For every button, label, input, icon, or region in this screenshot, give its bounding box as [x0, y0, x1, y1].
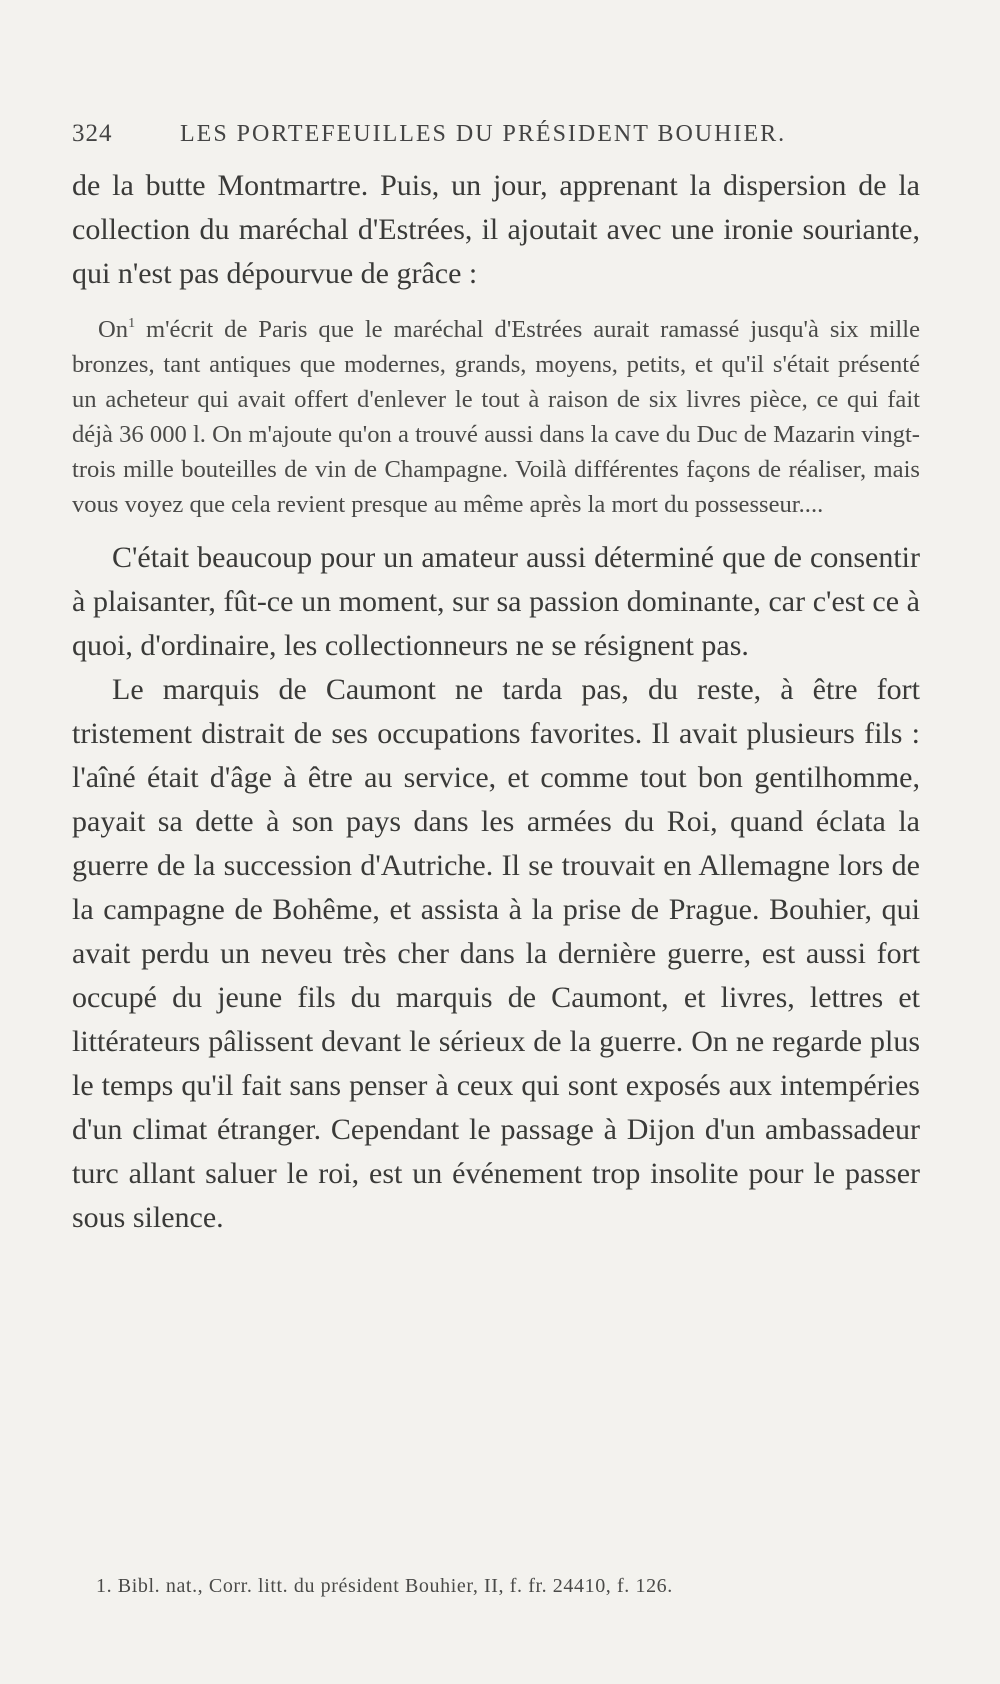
paragraph-3: Le marquis de Caumont ne tarda pas, du reste, à être fort tristement distrait de ses occupations favorites. Il avait plusieurs fils : l'aîné était d'âge à être au service, et comme tout bon gentilhomme, payait sa dette à son pays dans les armées du Roi, quand éclata la guerre de la succession d'Autriche. Il se trouvait en Allemagne lors de la campagne de Bohême, et assista à la prise de Prague. Bouhier, qui avait perdu un neveu très cher dans la dernière guerre, est aussi fort occupé du jeune fils du marquis de Caumont, et livres, lettres et littérateurs pâlissent devant le sérieux de la guerre. On ne regarde plus le temps qu'il fait sans penser à ceux qui sont exposés aux intempéries d'un climat étranger. Cependant le passage à Dijon d'un ambassadeur turc allant saluer le roi, est un événement trop insolite pour le passer sous silence. [72, 673, 920, 1234]
footnote-ref: 1 [128, 316, 136, 331]
running-head [72, 120, 920, 160]
quote-lead: On [98, 316, 129, 343]
paragraph-2: C'était beaucoup pour un amateur aussi déterminé que de consentir à plaisanter, fût-ce un moment, sur sa passion dominante, car c'est ce à quoi, d'ordinaire, les collectionneurs ne se résignent pas. [72, 541, 920, 662]
page-number: 324 [72, 120, 113, 147]
running-title: LES PORTEFEUILLES DU PRÉSIDENT BOUHIER. [180, 121, 787, 147]
quote-text: m'écrit de Paris que le maréchal d'Estrées aurait ramassé jusqu'à six mille bronzes, tant antiques que modernes, grands, moyens, petits, et qu'il s'était présenté un acheteur qui avait offert d'enlever le tout à raison de six livres pièce, ce qui fait déjà 36 000 l. On m'ajoute qu'on a trouvé aussi dans la cave du Duc de Mazarin vingt-trois mille bouteilles de vin de Champagne. Voilà différentes façons de réaliser, mais vous voyez que cela revient presque au même après la mort du possesseur.... [72, 316, 920, 518]
page [72, 120, 920, 1240]
block-quote [72, 312, 920, 522]
footnote: 1. Bibl. nat., Corr. litt. du président Bouhier, II, f. fr. 24410, f. 126. [96, 1575, 673, 1597]
paragraph-1: de la butte Montmartre. Puis, un jour, apprenant la dispersion de la collection du maréchal d'Estrées, il ajoutait avec une ironie souriante, qui n'est pas dépourvue de grâce : [72, 169, 920, 290]
